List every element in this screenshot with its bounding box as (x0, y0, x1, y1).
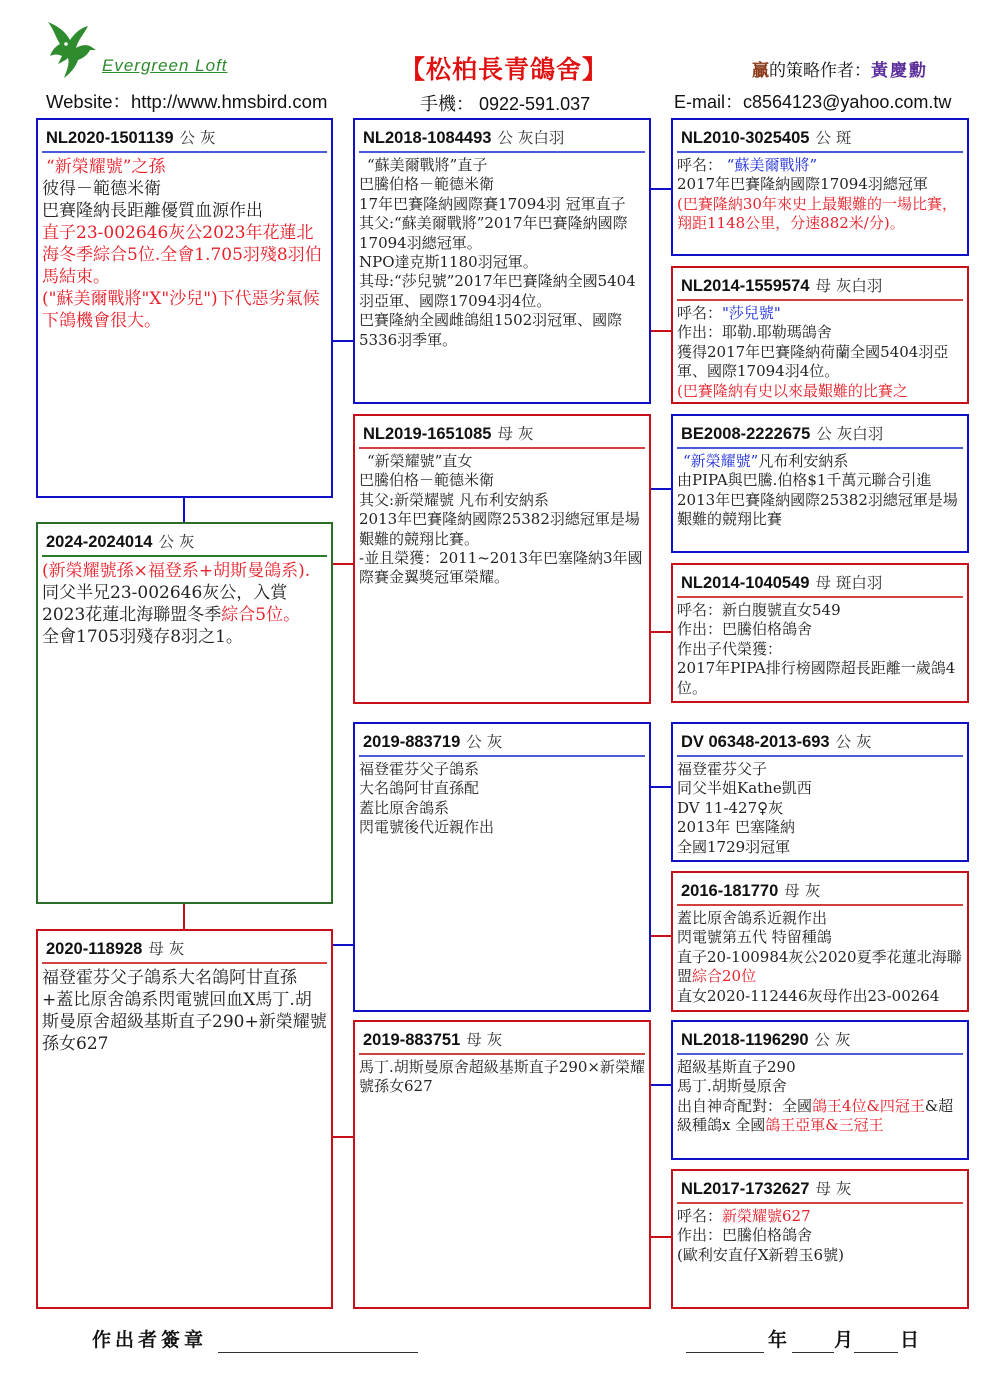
divider (677, 1202, 963, 1204)
text-line: 2013年 巴塞隆納 (677, 818, 795, 837)
divider (359, 1053, 645, 1055)
text-line: ("蘇美爾戰將"X"沙兒")下代惡劣氣候下鴿機會很大。 (42, 289, 320, 331)
loft-title: 【松柏長青鴿舍】 (400, 56, 609, 84)
dove-logo-icon (44, 20, 100, 80)
text-line: 直子23-002646灰公2023年花蓮北海冬季綜合5位.全會1.705羽殘8羽伯馬結束。 (42, 223, 322, 287)
ring-number: 2020-118928 (46, 940, 143, 958)
ring-number: 2019-883719 (363, 733, 461, 751)
text-line (677, 1097, 963, 1136)
card-header (42, 931, 327, 962)
text-line: 蓋比原舍鴿系近親作出 (677, 909, 828, 927)
card-subject[interactable] (36, 522, 333, 904)
sex-color: 母 灰 (784, 882, 821, 900)
text-line: 2017年PIPA排行榜國際超長距離一歲鴿4位。 (677, 659, 956, 697)
strategy-label: 的策略作者： (769, 61, 871, 80)
divider (42, 962, 327, 964)
sex-color: 母 灰 (148, 940, 185, 958)
card-header (677, 1022, 963, 1053)
sex-color: 公 灰 (179, 129, 216, 147)
sex-color: 公 斑 (815, 129, 852, 147)
text-line (677, 948, 963, 987)
card-body (677, 760, 963, 857)
email-address[interactable]: E-mail：c8564123@yahoo.com.tw (674, 92, 952, 112)
year-line[interactable] (686, 1352, 764, 1353)
connector-sire-sire (332, 340, 354, 342)
card-header (359, 416, 645, 447)
connector-dam (183, 903, 185, 930)
ring-number: NL2019-1651085 (363, 425, 492, 443)
sex-color: 公 灰 (466, 733, 503, 751)
sex-color: 母 斑白羽 (815, 574, 883, 592)
text-span: &超級種鴿x 全國 (677, 1096, 954, 1135)
text-line: 馬丁.胡斯曼原舍 (677, 1077, 787, 1096)
text-line: 超級基斯直子290 (677, 1058, 796, 1076)
text-line: (歐利安直仔X新碧玉6號) (677, 1245, 844, 1264)
card-great-grand-1[interactable] (671, 118, 969, 256)
text-span: 凡布利安納系 (758, 452, 849, 470)
text-line (677, 1207, 963, 1226)
highlight-span: 綜合20位 (692, 967, 757, 986)
ring-number: NL2010-3025405 (681, 129, 810, 147)
text-line: (巴賽隆納有史以來最艱難的比賽之 (677, 381, 908, 400)
ring-number: 2016-181770 (681, 882, 779, 900)
text-line: 巴賽隆納全國雌鴿組1502羽冠軍、國際5336羽季軍。 (359, 311, 623, 349)
text-line: 作出：耶勒.耶勒瑪鴿舍 (677, 323, 832, 342)
text-line: 作出子代榮獲： (677, 639, 783, 658)
day-line[interactable] (854, 1352, 898, 1353)
card-header (359, 1022, 645, 1053)
phone-number: 手機： 0922-591.037 (420, 94, 591, 114)
divider (359, 755, 645, 757)
divider (677, 904, 963, 906)
highlight-span: 鴿王4位&四冠王 (812, 1096, 925, 1115)
connector-gg7 (650, 1084, 672, 1086)
ring-number: DV 06348-2013-693 (681, 733, 830, 751)
ring-number: NL2014-1040549 (681, 574, 810, 592)
text-line: 巴騰伯格－範德米衛 (359, 175, 495, 194)
text-line: 大名鴿阿甘直孫配 (359, 779, 480, 798)
card-header (677, 416, 963, 447)
card-body (359, 760, 645, 838)
text-line: 17年巴賽隆納國際賽17094羽 冠軍直子 (359, 194, 626, 213)
text-line: “新榮耀號”直女 (367, 452, 473, 470)
text-line: 2017年巴賽隆納國際17094羽總冠軍 (677, 175, 928, 194)
text-line: 閃電號第五代 特留種鴿 (677, 928, 832, 947)
divider (677, 151, 963, 153)
sex-color: 公 灰白羽 (816, 425, 884, 443)
card-great-grand-6[interactable] (671, 871, 969, 1012)
card-sire[interactable] (36, 118, 333, 498)
text-line: 福登霍芬父子鴿系 (359, 760, 480, 778)
connector-gg6 (650, 935, 672, 937)
divider (677, 299, 963, 301)
card-great-grand-5[interactable] (671, 722, 969, 862)
card-great-grand-3[interactable] (671, 414, 969, 553)
card-header (677, 120, 963, 151)
text-line: 巴賽隆納長距離優質血源作出 (42, 201, 263, 221)
text-span: 同父半兄23-002646灰公，入賞2023花蓮北海聯盟冬季 (42, 583, 288, 625)
card-header (677, 1171, 963, 1202)
call-name: "莎兒號" (722, 304, 781, 322)
divider (677, 447, 963, 449)
divider (42, 151, 327, 153)
card-sire-sire[interactable] (353, 118, 651, 404)
card-dam[interactable] (36, 929, 333, 1309)
ring-number: 2024-2024014 (46, 533, 153, 551)
signature-line[interactable] (218, 1352, 418, 1353)
card-body: 馬丁.胡斯曼原舍超級基斯直子290×新榮耀號孫女627 (359, 1058, 645, 1096)
card-header (677, 873, 963, 904)
text-line: 蓋比原舍鴿系 (359, 798, 450, 817)
connector-gg2 (650, 330, 672, 332)
card-header (677, 565, 963, 596)
text-line (42, 582, 327, 626)
text-line: 彼得－範德米衛 (42, 179, 161, 199)
month-label: 月 (834, 1329, 854, 1351)
text-line: 2013年巴賽隆納國際25382羽總冠軍是場艱難的競翔比賽。 (359, 510, 640, 548)
author-name: 黃慶勳 (871, 61, 928, 81)
card-body (42, 156, 327, 332)
highlight-span: 綜合5位。 (221, 605, 301, 625)
text-line: (新榮耀號孫×福登系+胡斯曼鴿系). (42, 561, 311, 581)
name-label: 呼名： (677, 304, 723, 322)
text-line: 閃電號後代近親作出 (359, 818, 495, 837)
card-sire-dam[interactable] (353, 414, 651, 704)
divider (677, 596, 963, 598)
ring-number: NL2018-1196290 (681, 1031, 809, 1049)
card-body (677, 156, 963, 234)
divider (677, 755, 963, 757)
text-line: 其父:新榮耀號 凡布利安納系 (359, 490, 549, 509)
connector-gg1 (650, 188, 672, 190)
ring-number: BE2008-2222675 (681, 425, 811, 443)
text-line: “蘇美爾戰將”直子 (367, 156, 488, 174)
text-line: 呼名：新白腹號直女549 (677, 601, 841, 619)
divider (677, 1053, 963, 1055)
sex-color: 公 灰 (158, 533, 195, 551)
connector-gg4 (650, 631, 672, 633)
card-body (677, 452, 963, 530)
connector-dam-sire (332, 944, 354, 946)
day-label: 日 (900, 1329, 920, 1351)
sex-color: 母 灰白羽 (815, 277, 883, 295)
month-line[interactable] (792, 1352, 834, 1353)
ring-number: NL2018-1084493 (363, 129, 492, 147)
card-great-grand-7[interactable] (671, 1020, 969, 1160)
name-label: 呼名： (677, 1207, 723, 1225)
text-line: 作出：巴騰伯格鴿舍 (677, 620, 813, 639)
sex-color: 母 灰 (815, 1180, 852, 1198)
text-line: 全國1729羽冠軍 (677, 837, 791, 856)
divider (42, 555, 327, 557)
sex-color: 公 灰白羽 (497, 129, 565, 147)
name-label: 呼名： (677, 156, 723, 174)
text-line: 全會1705羽殘存8羽之1。 (42, 627, 243, 647)
card-header (359, 724, 645, 755)
card-header (42, 120, 327, 151)
divider (359, 447, 645, 449)
call-name: 新榮耀號627 (722, 1207, 811, 1225)
ring-number: 2019-883751 (363, 1031, 461, 1049)
text-line: 作出：巴騰伯格鴿舍 (677, 1226, 813, 1245)
text-line: (巴賽隆納30年來史上最艱難的一場比賽，翔距1148公里，分速882米/分)。 (677, 194, 957, 233)
text-line (677, 452, 963, 471)
card-body (677, 909, 963, 1006)
card-dam-dam[interactable] (353, 1020, 651, 1309)
text-line: 其母:“莎兒號”2017年巴賽隆納全國5404羽亞軍、國際17094羽4位。 (359, 272, 636, 310)
website-link[interactable]: Website：http://www.hmsbird.com (46, 91, 328, 112)
card-header (677, 268, 963, 299)
strategy-author (752, 56, 928, 81)
card-header (677, 724, 963, 755)
text-line: 由PIPA與巴騰.伯格$1千萬元聯合引進 (677, 471, 932, 490)
card-body (677, 601, 963, 698)
sex-color: 公 灰 (835, 733, 872, 751)
signature-label: 作出者簽章 (92, 1329, 208, 1351)
text-line (677, 156, 963, 175)
brand-name: Evergreen Loft (102, 56, 228, 75)
connector-gg5 (650, 786, 672, 788)
text-line: NPO達克斯1180羽冠軍。 (359, 253, 538, 272)
text-line: 同父半姐Kathe凱西 (677, 779, 812, 798)
connector-gg8 (650, 1236, 672, 1238)
text-line: “新榮耀號”之孫 (46, 157, 166, 177)
card-header (359, 120, 645, 151)
sex-color: 母 灰 (497, 425, 534, 443)
card-body (677, 1207, 963, 1265)
text-line: 直女2020-112446灰母作出23-00264 (677, 986, 940, 1005)
text-line (677, 304, 963, 323)
connector-sire (183, 497, 185, 523)
card-body (677, 1058, 963, 1136)
text-line: 巴騰伯格－範德米衛 (359, 471, 495, 490)
card-body (359, 156, 645, 350)
ring-number: NL2020-1501139 (46, 129, 174, 147)
ring-number: NL2014-1559574 (681, 277, 810, 295)
text-line: 福登霍芬父子 (677, 760, 768, 778)
connector-sire-dam (332, 563, 354, 565)
connector-dam-dam (332, 1136, 354, 1138)
sex-color: 母 灰 (466, 1031, 503, 1049)
card-dam-sire[interactable] (353, 722, 651, 1012)
text-line: DV 11-427♀灰 (677, 798, 784, 817)
card-header (42, 524, 327, 555)
card-great-grand-4[interactable] (671, 563, 969, 703)
card-body (677, 304, 963, 401)
text-line: 其父:“蘇美爾戰將”2017年巴賽隆納國際17094羽總冠軍。 (359, 214, 628, 252)
card-body: 福登霍芬父子鴿系大名鴿阿甘直孫+蓋比原舍鴿系閃電號回血X馬丁.胡斯曼原舍超級基斯直子290+新榮耀號孫女627 (42, 968, 327, 1054)
text-span: 出自神奇配對：全國 (677, 1096, 813, 1115)
card-great-grand-2[interactable] (671, 266, 969, 404)
card-body (359, 452, 645, 588)
highlight-span: 鴿王亞軍&三冠王 (765, 1116, 884, 1135)
ring-number: NL2017-1732627 (681, 1180, 810, 1198)
sex-color: 公 灰 (814, 1031, 851, 1049)
connector-gg3 (650, 488, 672, 490)
text-span: 直子20-100984灰公2020夏季花蓮北海聯盟 (677, 947, 962, 986)
card-great-grand-8[interactable] (671, 1169, 969, 1309)
year-label: 年 (768, 1329, 788, 1351)
card-body (42, 560, 327, 648)
call-name: “蘇美爾戰將” (726, 156, 818, 174)
strategy-prefix: 贏 (752, 61, 769, 80)
text-line: -並且榮獲：2011~2013年巴塞隆納3年國際賽金翼獎冠軍榮耀。 (359, 549, 643, 587)
call-name: “新榮耀號” (683, 452, 759, 470)
divider (359, 151, 645, 153)
text-line: 獲得2017年巴賽隆納荷蘭全國5404羽亞軍、國際17094羽4位。 (677, 342, 949, 381)
text-line: 2013年巴賽隆納國際25382羽總冠軍是場艱難的競翔比賽 (677, 490, 958, 529)
